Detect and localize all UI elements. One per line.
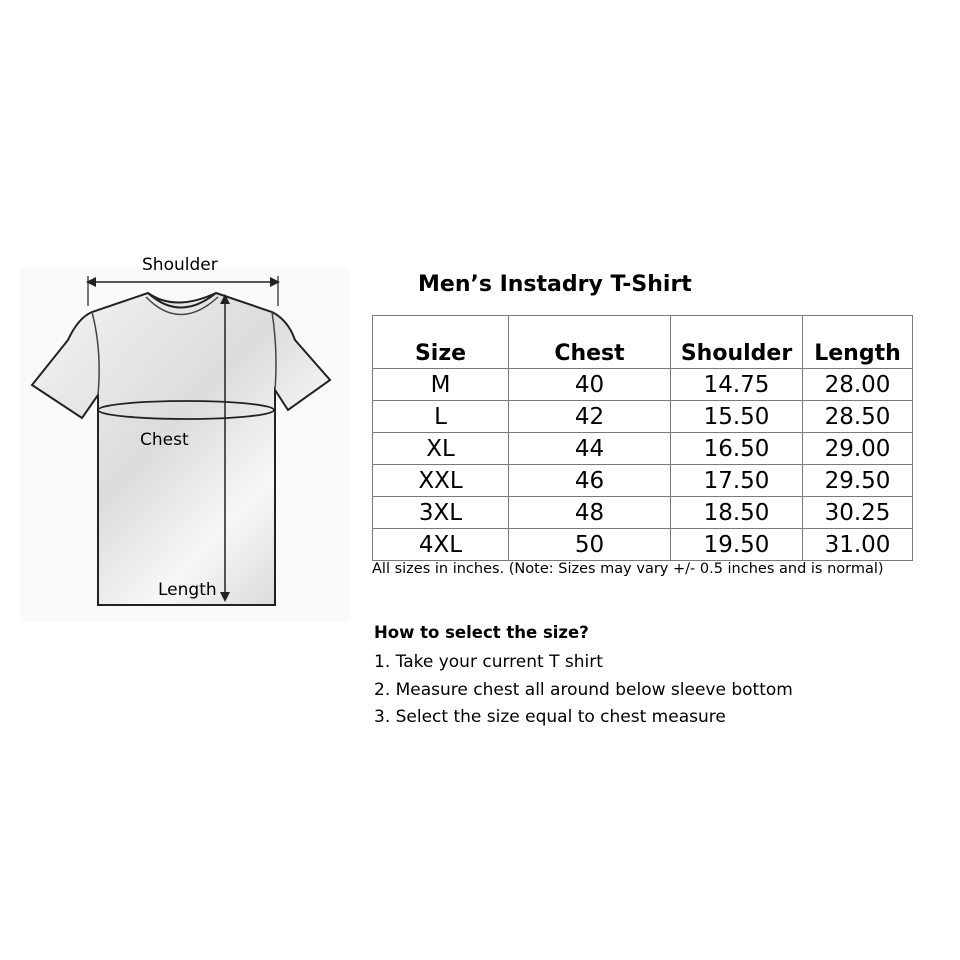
length-cell: 29.00 [803, 433, 913, 465]
shoulder-cell: 16.50 [671, 433, 803, 465]
tshirt-measurement-figure [20, 240, 360, 630]
table-row [373, 465, 913, 497]
length-cell: 30.25 [803, 497, 913, 529]
chest-cell: 42 [509, 401, 671, 433]
shoulder-cell: 14.75 [671, 369, 803, 401]
shoulder-cell: 15.50 [671, 401, 803, 433]
size-cell: L [373, 401, 509, 433]
howto-heading: How to select the size? [374, 623, 589, 642]
shoulder-cell: 19.50 [671, 529, 803, 561]
size-cell: XL [373, 433, 509, 465]
size-cell: M [373, 369, 509, 401]
size-cell: 3XL [373, 497, 509, 529]
chest-cell: 48 [509, 497, 671, 529]
size-note: All sizes in inches. (Note: Sizes may vary +/- 0.5 inches and is normal) [372, 561, 884, 577]
list-item: 2. Measure chest all around below sleeve bottom [374, 679, 793, 700]
column-header-length: Length [803, 316, 913, 369]
tshirt-outline-icon [20, 240, 360, 630]
howto-steps-list [374, 649, 793, 732]
size-cell: XXL [373, 465, 509, 497]
column-header-size: Size [373, 316, 509, 369]
length-label: Length [158, 580, 217, 600]
chest-label: Chest [140, 430, 189, 450]
chest-cell: 44 [509, 433, 671, 465]
table-row [373, 433, 913, 465]
list-item: 1. Take your current T shirt [374, 652, 603, 672]
size-cell: 4XL [373, 529, 509, 561]
length-cell: 28.50 [803, 401, 913, 433]
table-row [373, 497, 913, 529]
shoulder-cell: 18.50 [671, 497, 803, 529]
chest-cell: 50 [509, 529, 671, 561]
length-cell: 28.00 [803, 369, 913, 401]
chest-cell: 40 [509, 369, 671, 401]
table-header-row [373, 316, 913, 369]
table-row [373, 529, 913, 561]
chest-cell: 46 [509, 465, 671, 497]
size-chart-title: Men’s Instadry T-Shirt [418, 272, 692, 297]
column-header-chest: Chest [509, 316, 671, 369]
shoulder-cell: 17.50 [671, 465, 803, 497]
size-chart-table [372, 315, 913, 561]
table-row [373, 369, 913, 401]
list-item: 3. Select the size equal to chest measure [374, 707, 726, 727]
length-cell: 29.50 [803, 465, 913, 497]
table-row [373, 401, 913, 433]
length-cell: 31.00 [803, 529, 913, 561]
shoulder-label: Shoulder [142, 255, 218, 275]
column-header-shoulder: Shoulder [671, 316, 803, 369]
